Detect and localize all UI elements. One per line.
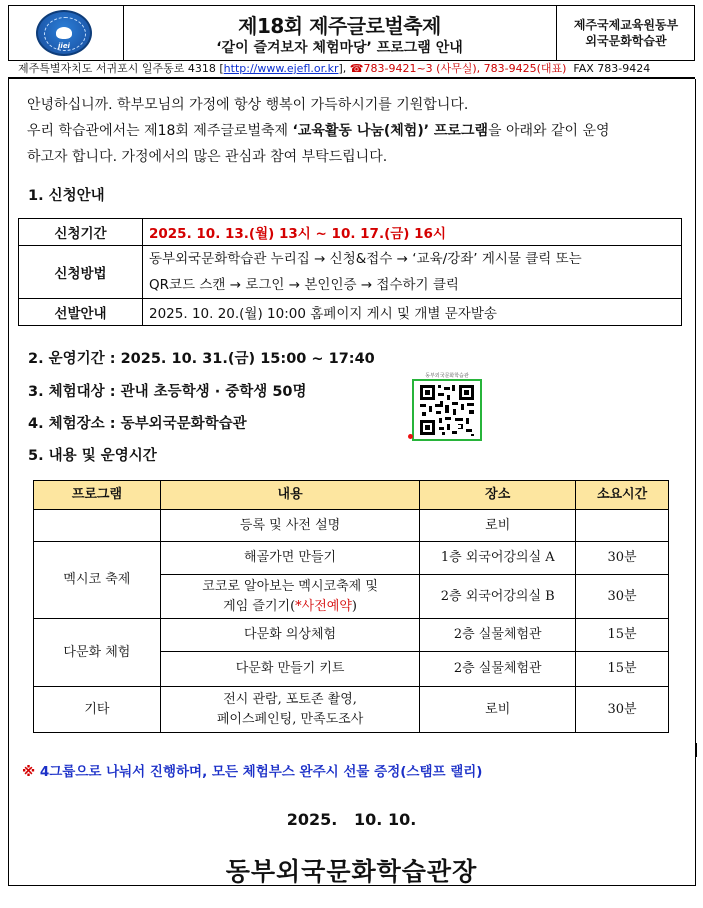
apply-row-period: [19, 219, 682, 246]
program-group-etc: 기타: [34, 687, 161, 733]
apply-method-value: [143, 246, 682, 299]
col-header-time: 소요시간: [576, 481, 669, 510]
margin-marker: [695, 743, 697, 757]
program-schedule-table: [33, 480, 669, 733]
content-cell: 다문화 의상체험: [160, 619, 420, 652]
document-header: [8, 5, 695, 61]
phone-text: ☎783-9421~3 (사무실), 783-9425(대표): [349, 62, 567, 75]
logo-mark-icon: [56, 27, 72, 39]
content-line-2c: ): [351, 598, 357, 614]
document-subtitle: ‘같이 즐겨보자 체험마당’ 프로그램 안내: [216, 40, 463, 56]
time-cell: 30분: [576, 575, 669, 619]
institution-logo: [36, 10, 92, 56]
title-cell: [123, 6, 556, 60]
content-line-2a: 게임 즐기기(: [223, 598, 296, 614]
program-group-mexico: 멕시코 축제: [34, 542, 161, 619]
table-row: [34, 510, 669, 542]
content-cell: 해골가면 만들기: [160, 542, 420, 575]
document-date: 2025. 10. 10.: [286, 810, 417, 829]
org-name-line1: 제주국제교육원동부: [573, 18, 679, 32]
time-cell: 15분: [576, 619, 669, 652]
content-cell: 다문화 만들기 키트: [160, 652, 420, 687]
info-period: 2. 운영기간 : 2025. 10. 31.(금) 15:00 ~ 17:40: [28, 351, 375, 367]
program-table-header: [34, 481, 669, 510]
content-cell: [160, 575, 420, 619]
place-cell: 1층 외국어강의실 A: [420, 542, 576, 575]
org-name-line2: 외국문화학습관: [585, 34, 667, 48]
content-cell: 등록 및 사전 설명: [160, 510, 420, 542]
time-cell: [576, 510, 669, 542]
apply-method-line-2: QR코드 스캔 → 로그인 → 본인인증 → 접수하기 클릭: [149, 277, 459, 293]
reference-mark: ※: [22, 764, 36, 780]
info-target: 3. 체험대상 : 관내 초등학생 · 중학생 50명: [28, 384, 307, 400]
apply-row-method: [19, 246, 682, 299]
content-line-1: 코코로 알아보는 멕시코축제 및: [202, 578, 378, 594]
org-cell: [556, 6, 695, 60]
apply-selection-label: 선발안내: [19, 299, 143, 326]
place-cell: 2층 실물체험관: [420, 652, 576, 687]
place-cell: 로비: [420, 510, 576, 542]
apply-period-label: 신청기간: [19, 219, 143, 246]
apply-row-selection: [19, 299, 682, 326]
time-cell: 30분: [576, 687, 669, 733]
time-cell: 30분: [576, 542, 669, 575]
logo-text: jiei: [58, 42, 70, 50]
col-header-place: 장소: [420, 481, 576, 510]
qr-code-graphic: [414, 381, 480, 439]
intro-line-1: 안녕하십니까. 학부모님의 가정에 항상 행복이 가득하시기를 기원합니다.: [27, 97, 469, 113]
qr-code-icon[interactable]: [412, 379, 482, 441]
content-cell: [160, 687, 420, 733]
col-header-content: 내용: [160, 481, 420, 510]
notice-text: [22, 760, 482, 780]
document-title: 제18회 제주글로벌축제: [238, 14, 441, 38]
table-row: [34, 687, 669, 733]
content-line-2: [165, 597, 416, 617]
fax-text: FAX 783-9424: [573, 62, 651, 75]
apply-period-value: 2025. 10. 13.(월) 13시 ~ 10. 17.(금) 16시: [143, 219, 682, 246]
address-close: ],: [338, 62, 347, 75]
col-header-program: 프로그램: [34, 481, 161, 510]
time-cell: 15분: [576, 652, 669, 687]
intro-program-name: ‘교육활동 나눔(체험)’ 프로그램: [292, 123, 489, 139]
content-line-2: 페이스페인팅, 만족도조사: [216, 711, 364, 727]
intro-line-2: [27, 118, 687, 144]
qr-caption: 동부외국문화학습관: [425, 373, 469, 379]
apply-method-line-1: 동부외국문화학습관 누리집 → 신청&접수 → ‘교육/강좌’ 게시물 클릭 또는: [149, 251, 582, 267]
info-content-title: 5. 내용 및 운영시간: [28, 448, 157, 464]
program-cell-empty: [34, 510, 161, 542]
logo-cell: [9, 6, 124, 60]
website-link[interactable]: http://www.ejefl.or.kr: [223, 62, 339, 75]
section-apply-title: 1. 신청안내: [28, 188, 105, 204]
intro-line-2c: 을 아래와 같이 운영: [488, 123, 610, 139]
apply-selection-value: 2025. 10. 20.(월) 10:00 홈페이지 게시 및 개별 문자발송: [143, 299, 682, 326]
program-group-multicultural: 다문화 체험: [34, 619, 161, 687]
red-dot-marker: [408, 434, 413, 439]
contact-bar: [8, 61, 695, 79]
info-place: 4. 체험장소 : 동부외국문화학습관: [28, 416, 247, 432]
place-cell: 2층 실물체험관: [420, 619, 576, 652]
intro-line-3: 하고자 합니다. 가정에서의 많은 관심과 참여 부탁드립니다.: [27, 149, 388, 165]
reservation-required-note: *사전예약: [295, 598, 352, 614]
apply-info-table: [18, 218, 682, 326]
notice-body: 4그룹으로 나눠서 진행하며, 모든 체험부스 완주시 선물 증정(스탬프 랠리): [35, 764, 483, 780]
apply-method-label: 신청방법: [19, 246, 143, 299]
place-cell: 2층 외국어강의실 B: [420, 575, 576, 619]
intro-line-2a: 우리 학습관에서는 제18회 제주글로벌축제: [27, 123, 293, 139]
table-row: [34, 619, 669, 652]
table-row: [34, 542, 669, 575]
place-cell: 로비: [420, 687, 576, 733]
signature-line: 동부외국문화학습관장: [225, 857, 478, 886]
address-text: 제주특별자치도 서귀포시 일주동로 4318 [: [18, 62, 224, 75]
intro-paragraph: [27, 92, 687, 170]
content-line-1: 전시 관람, 포토존 촬영,: [223, 691, 357, 707]
